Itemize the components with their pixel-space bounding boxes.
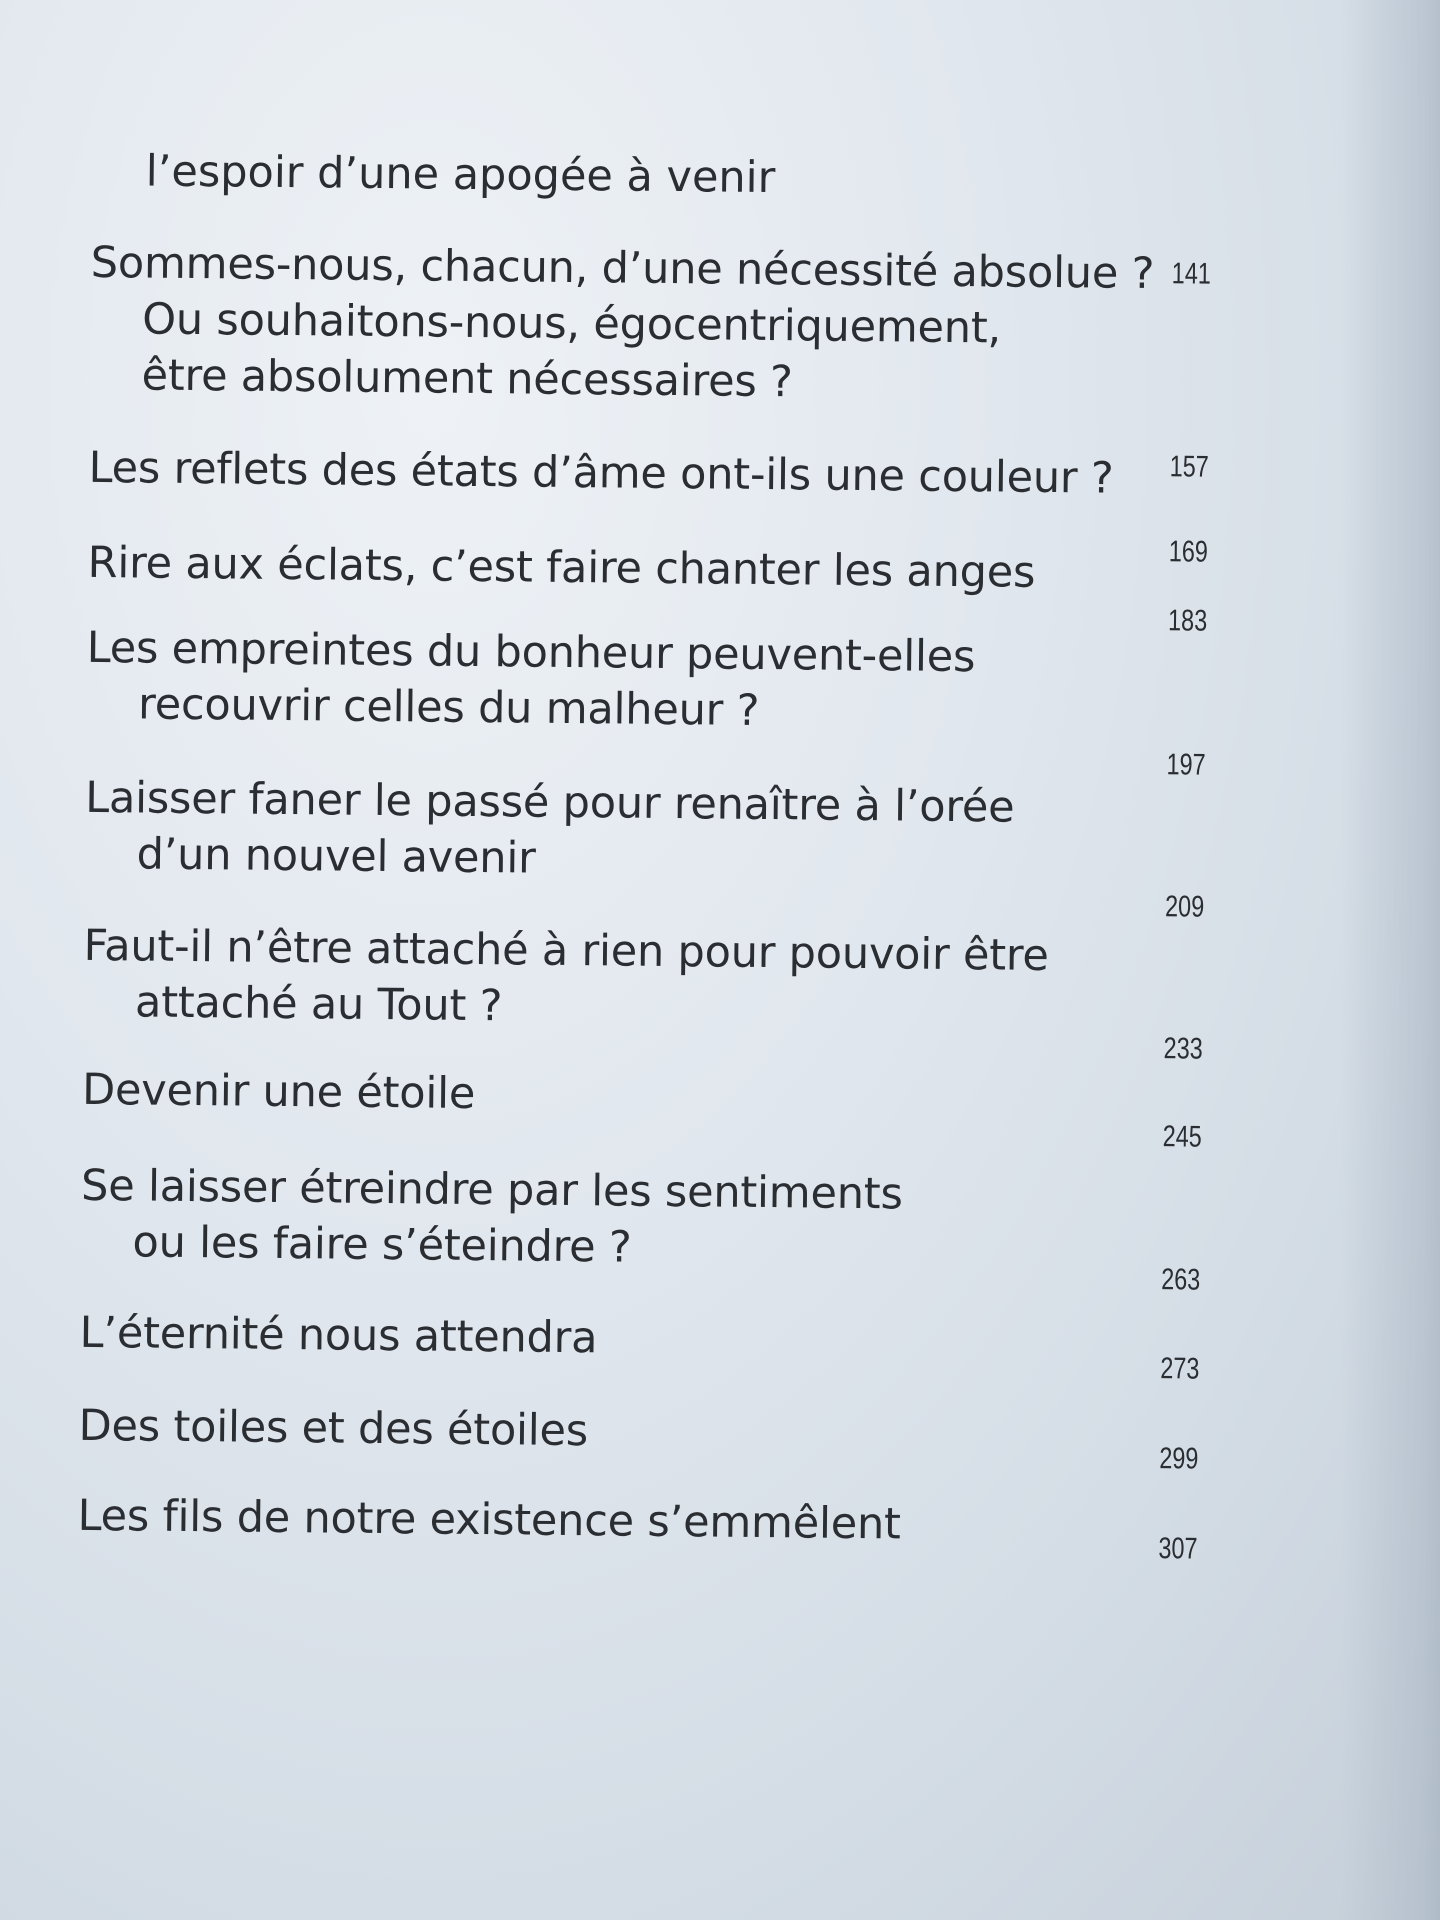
toc-page-number: 183 — [1167, 604, 1208, 638]
toc-entry-title: Ou souhaitons-nous, égocentriquement, — [141, 294, 1002, 354]
toc-entry-title: être absolument nécessaires ? — [141, 350, 793, 408]
toc-entry — [86, 604, 1208, 744]
toc-entry-title: ou les faire s’éteindre ? — [132, 1217, 632, 1273]
toc-entry — [81, 1032, 1203, 1130]
toc-entry-title: Les reflets des états d’âme ont-ils une couleur ? — [88, 442, 1114, 504]
toc-entry-title: Rire aux éclats, c’est faire chanter les anges — [87, 537, 1036, 598]
toc-page-number: 233 — [1163, 1032, 1203, 1066]
toc-entry — [77, 1442, 1199, 1556]
toc-entry-title: attaché au Tout ? — [134, 977, 503, 1032]
toc-entry-title: Les empreintes du bonheur peuvent-elles — [86, 622, 976, 683]
toc-page-number: 263 — [1161, 1263, 1201, 1297]
toc-entry-title: L’éternité nous attendra — [79, 1307, 598, 1364]
toc-page-number: 245 — [1162, 1120, 1202, 1154]
toc-entry-title: Les fils de notre existence s’emmêlent — [77, 1490, 901, 1550]
toc-continued-line: l’espoir d’une apogée à venir — [145, 146, 776, 204]
toc-entry-title: recouvrir celles du malheur ? — [137, 679, 760, 736]
toc-entry-title: Faut-il n’être attaché à rien pour pouvoir être — [83, 920, 1049, 981]
toc-entry-title: Sommes-nous, chacun, d’une nécessité absolue ? — [90, 237, 1155, 300]
toc-entry — [89, 235, 1211, 415]
toc-entry — [80, 1120, 1202, 1282]
toc-page-number: 299 — [1159, 1442, 1199, 1476]
toc-entry-title: Devenir une étoile — [81, 1064, 476, 1119]
toc-page-number: 273 — [1160, 1352, 1200, 1386]
toc-entry — [84, 748, 1206, 894]
toc-page-number: 209 — [1164, 890, 1205, 924]
toc-page-number: 197 — [1166, 748, 1206, 782]
toc-entry — [79, 1263, 1201, 1373]
toc-entry-title: Se laisser étreindre par les sentiments — [80, 1160, 903, 1220]
toc-entry-title: Des toiles et des étoiles — [78, 1400, 589, 1457]
toc-page-number: 307 — [1158, 1532, 1198, 1566]
toc-entry — [83, 890, 1205, 1042]
toc-page-number: 169 — [1168, 535, 1209, 569]
toc-entry — [88, 440, 1209, 508]
toc-entry — [78, 1352, 1200, 1466]
toc-entry-title: Laisser faner le passé pour renaître à l’orée — [84, 772, 1015, 833]
toc-page-number: 157 — [1169, 450, 1209, 484]
toc-entry-title: d’un nouvel avenir — [136, 829, 536, 884]
toc-page-number: 141 — [1171, 257, 1211, 291]
toc-entry — [87, 535, 1208, 603]
